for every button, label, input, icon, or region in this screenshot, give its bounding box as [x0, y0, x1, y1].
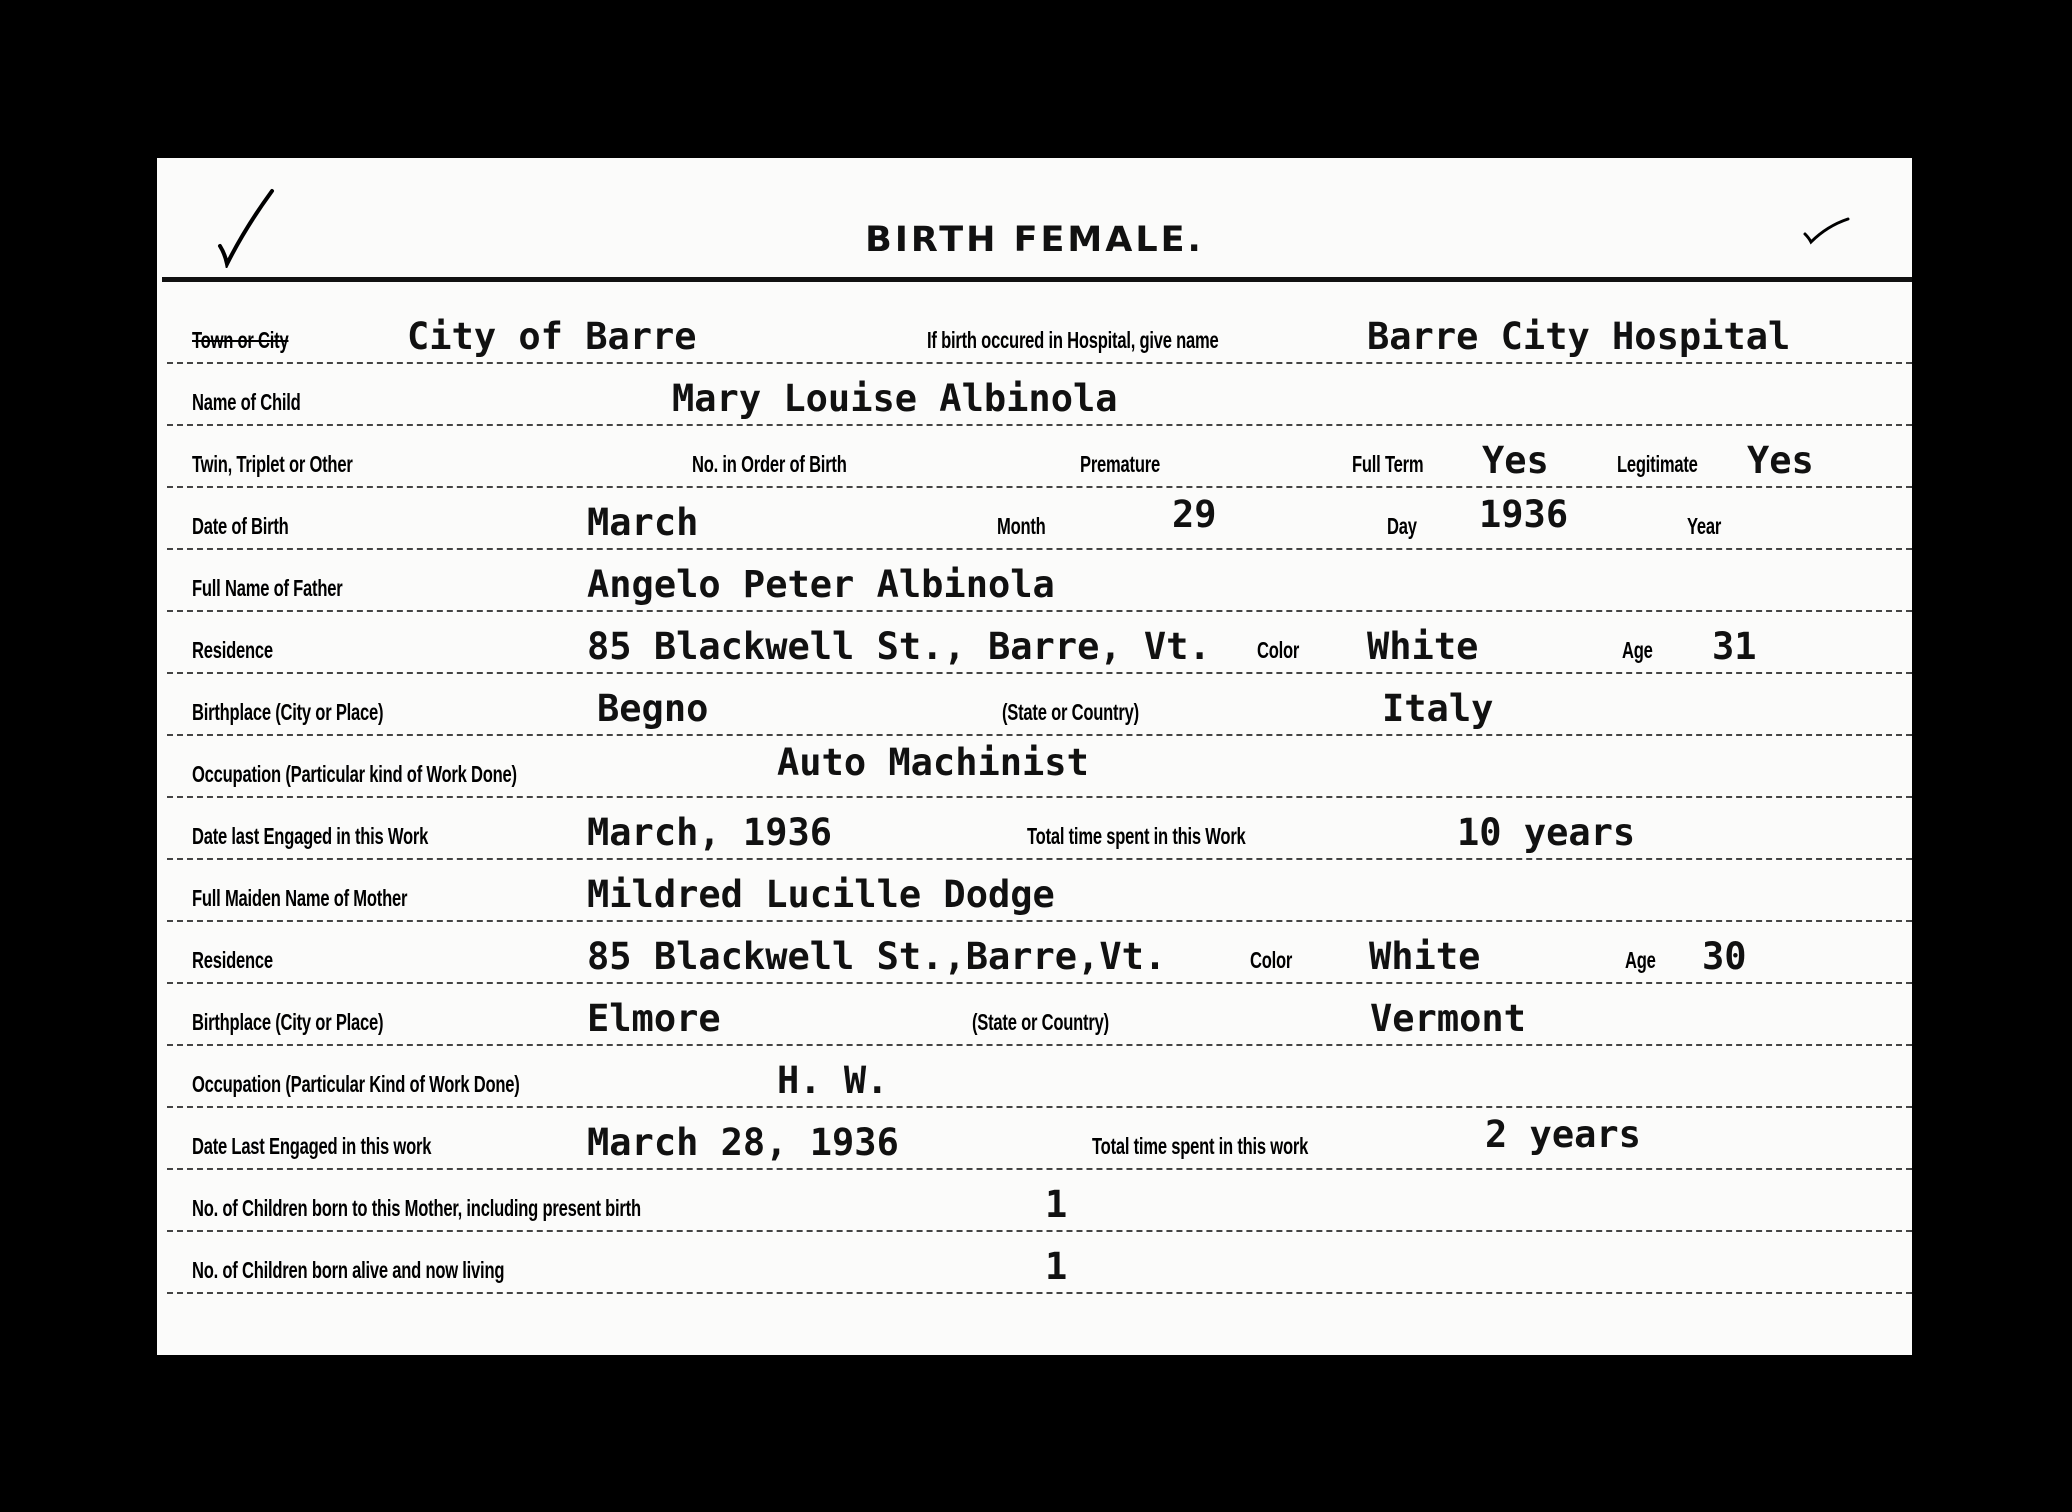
mother-age-value: 30 [1702, 935, 1747, 978]
label-father-total-time: Total time spent in this Work [1027, 823, 1246, 849]
mother-name-value: Mildred Lucille Dodge [587, 873, 1055, 916]
legitimate-value: Yes [1747, 439, 1814, 482]
row-mother-occupation [167, 1044, 1912, 1108]
mother-color-value: White [1369, 935, 1481, 978]
label-mother-age: Age [1625, 947, 1656, 973]
father-age-value: 31 [1712, 625, 1757, 668]
mother-state-value: Vermont [1370, 997, 1526, 1040]
label-father-engaged: Date last Engaged in this Work [192, 823, 429, 849]
row-father-engaged [167, 796, 1912, 860]
child-name-value: Mary Louise Albinola [672, 377, 1118, 420]
mother-engaged-value: March 28, 1936 [587, 1121, 899, 1164]
row-father-occupation [167, 734, 1912, 798]
label-premature: Premature [1080, 451, 1160, 477]
row-child-name [167, 362, 1912, 426]
label-father-state: (State or Country) [1002, 699, 1139, 725]
row-father-birthplace [167, 672, 1912, 736]
birth-day-value: 29 [1172, 493, 1217, 536]
label-mother-total-time: Total time spent in this work [1092, 1133, 1309, 1159]
row-town [167, 300, 1912, 364]
label-mother-residence: Residence [192, 947, 273, 973]
town-value: City of Barre [407, 315, 697, 358]
label-month: Month [997, 513, 1046, 539]
row-mother-birthplace [167, 982, 1912, 1046]
label-mother-engaged: Date Last Engaged in this work [192, 1133, 432, 1159]
children-living-value: 1 [1045, 1245, 1068, 1288]
birth-month-value: March [587, 501, 699, 544]
label-hospital: If birth occured in Hospital, give name [927, 327, 1219, 353]
mother-occupation-value: H. W. [777, 1059, 889, 1102]
row-children-living [167, 1230, 1912, 1294]
mother-total-time-value: 2 years [1485, 1113, 1641, 1156]
birth-record-card [157, 158, 1912, 1355]
title-rule [162, 277, 1912, 282]
father-occupation-value: Auto Machinist [777, 741, 1089, 784]
label-father-age: Age [1622, 637, 1653, 663]
mother-birthplace-value: Elmore [587, 997, 721, 1040]
label-mother-name: Full Maiden Name of Mother [192, 885, 408, 911]
father-birthplace-value: Begno [597, 687, 709, 730]
label-children-born: No. of Children born to this Mother, including present birth [192, 1195, 641, 1221]
hospital-value: Barre City Hospital [1367, 315, 1791, 358]
label-children-living: No. of Children born alive and now living [192, 1257, 505, 1283]
label-child-name: Name of Child [192, 389, 301, 415]
row-father-residence [167, 610, 1912, 674]
full-term-value: Yes [1482, 439, 1549, 482]
label-twin: Twin, Triplet or Other [192, 451, 353, 477]
father-color-value: White [1367, 625, 1479, 668]
row-mother-residence [167, 920, 1912, 984]
label-order: No. in Order of Birth [692, 451, 847, 477]
father-state-value: Italy [1382, 687, 1494, 730]
label-legitimate: Legitimate [1617, 451, 1698, 477]
form-title: BIRTH FEMALE. [865, 220, 1204, 260]
label-mother-occupation: Occupation (Particular Kind of Work Done) [192, 1071, 520, 1097]
label-mother-color: Color [1250, 947, 1293, 973]
children-born-value: 1 [1045, 1183, 1068, 1226]
father-residence-value: 85 Blackwell St., Barre, Vt. [587, 625, 1211, 668]
row-mother-name [167, 858, 1912, 922]
father-total-time-value: 10 years [1457, 811, 1636, 854]
label-day: Day [1387, 513, 1417, 539]
label-town-or-city: Town or City [192, 327, 289, 353]
label-father-name: Full Name of Father [192, 575, 343, 601]
father-name-value: Angelo Peter Albinola [587, 563, 1055, 606]
row-children-born [167, 1168, 1912, 1232]
label-full-term: Full Term [1352, 451, 1424, 477]
label-mother-birthplace: Birthplace (City or Place) [192, 1009, 384, 1035]
mother-residence-value: 85 Blackwell St.,Barre,Vt. [587, 935, 1167, 978]
label-date-of-birth: Date of Birth [192, 513, 289, 539]
label-father-birthplace: Birthplace (City or Place) [192, 699, 384, 725]
label-father-color: Color [1257, 637, 1300, 663]
label-father-residence: Residence [192, 637, 273, 663]
row-father-name [167, 548, 1912, 612]
row-birth-order [167, 424, 1912, 488]
birth-year-value: 1936 [1479, 493, 1569, 536]
label-year: Year [1687, 513, 1722, 539]
row-date-of-birth [167, 486, 1912, 550]
father-engaged-value: March, 1936 [587, 811, 833, 854]
label-mother-state: (State or Country) [972, 1009, 1109, 1035]
label-father-occupation: Occupation (Particular kind of Work Done) [192, 761, 517, 787]
row-mother-engaged [167, 1106, 1912, 1170]
